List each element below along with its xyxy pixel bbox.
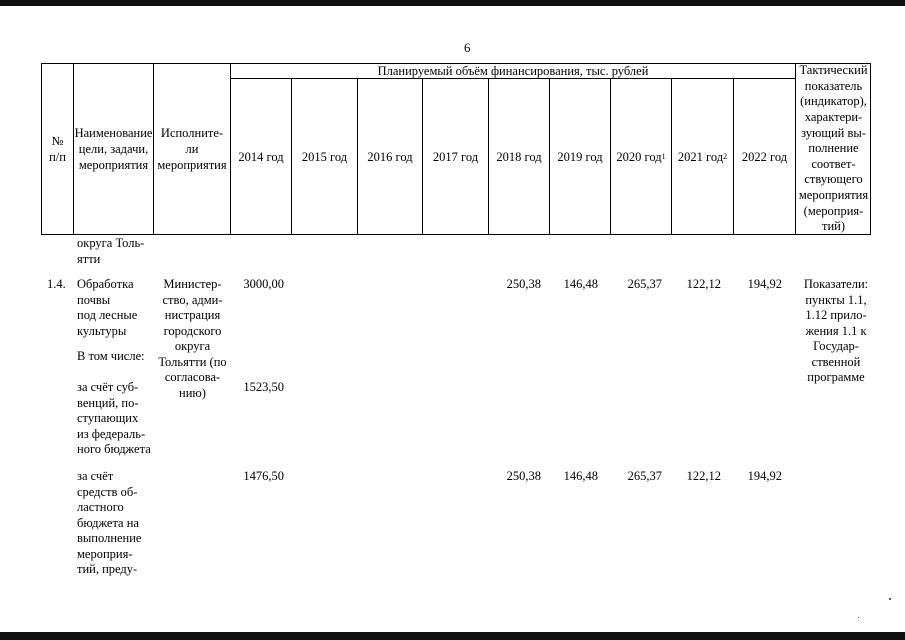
grid-line [41,234,871,235]
row-executors: Министер- ство, адми- нистрация городского округа Тольятти (по согласова- нию) [158,277,227,400]
header-year: 2015 год [301,149,348,164]
header-name: Наименование цели, задачи, мероприятия [74,126,153,172]
header-year: 2022 год [741,149,788,164]
scan-speck [889,598,891,600]
row-number: 1.4. [47,277,66,291]
header-executors: Исполните- ли мероприятия [157,126,227,172]
header-year: 2020 год 1 [616,149,666,164]
header-year: 2019 год [557,149,603,164]
row-indicator: Показатели: пункты 1.1, 1.12 прило- жения 1.1 к Государ- ственной программе [803,277,869,384]
value-2020: 265,37 [627,277,662,291]
page-number: 6 [464,40,471,55]
regional-value-2014: 1476,50 [243,469,284,483]
regional-value-2022: 194,92 [747,469,782,483]
header-year: 2017 год [432,149,479,164]
header-indicator: Тактический показатель (индикатор), характери- зующий вы- полнение соответ- ствующего мероприятия (мероприя- тий) [798,63,869,234]
federal-label: за счёт суб- венций, по- ступающих из федераль- ного бюджета [77,380,151,456]
value-2022: 194,92 [747,277,782,291]
value-2021: 122,12 [686,277,721,291]
including-label: В том числе: [77,349,145,363]
header-number: № п/п [49,134,66,164]
value-2014: 3000,00 [243,277,284,291]
scan-speck [858,617,859,618]
scan-top-border [0,0,905,6]
header-year: 2021 год 2 [677,149,728,164]
regional-value-2020: 265,37 [627,469,662,483]
regional-value-2021: 122,12 [686,469,721,483]
regional-value-2019: 146,48 [563,469,598,483]
federal-value-2014: 1523,50 [243,380,284,394]
header-planned-financing: Планируемый объём финансирования, тыс. рублей [377,64,649,78]
value-2018: 250,38 [506,277,541,291]
row-name: Обработка почвы под лесные культуры [77,277,138,338]
regional-label: за счёт средств об- ластного бюджета на выполнение мероприя- тий, преду- [77,469,142,576]
header-year: 2018 год [496,149,542,164]
continuation-text: округа Толь- ятти [77,236,145,266]
value-2019: 146,48 [563,277,598,291]
regional-value-2018: 250,38 [506,469,541,483]
scan-bottom-border [0,632,905,640]
header-year: 2014 год [238,149,284,164]
header-year: 2016 год [367,149,413,164]
